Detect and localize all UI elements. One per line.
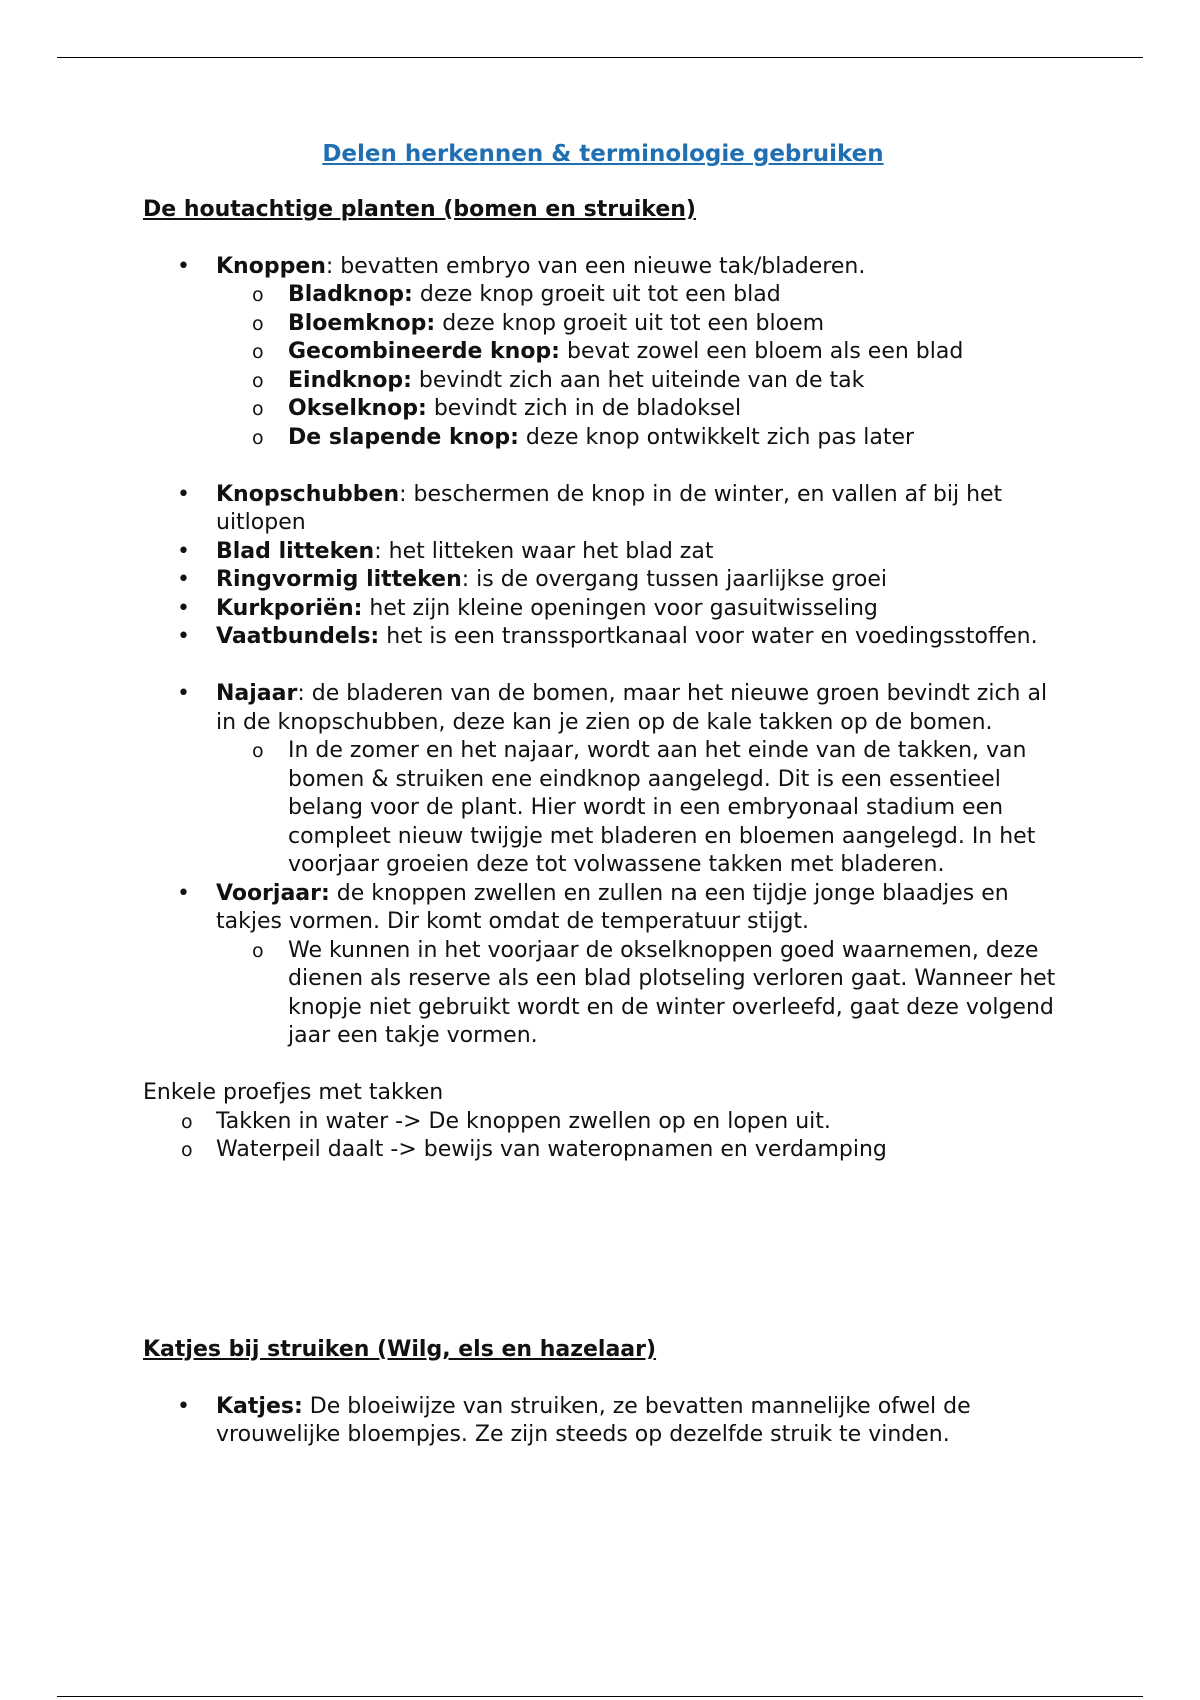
term-label: Knopschubben [216, 481, 400, 507]
term-label: Knoppen [216, 253, 326, 279]
list-item [143, 538, 1063, 567]
knoppen-list [143, 253, 1063, 453]
term-description: : bevatten embryo van een nieuwe tak/bladeren. [325, 253, 866, 279]
sub-list-item: o In de zomer en het najaar, wordt aan het einde van de takken, van bomen & struiken ene eindknop aangelegd. Dit is een essentieel belang voor de plant. Hier wordt in een embryonaal stadium een compleet nieuw twijgje met bladeren en bloemen aangelegd. In het voorjaar groeien deze tot volwassene takken met bladeren. [143, 737, 1063, 880]
term-label: Bladknop: [288, 282, 413, 307]
term-label: Bloemknop: [288, 310, 436, 336]
term-description: : is de overgang tussen jaarlijkse groei [461, 567, 888, 592]
sub-list-item [143, 424, 1063, 453]
list-item [143, 566, 1063, 595]
term-label: Okselknop: [288, 396, 427, 421]
term-label: Blad litteken [216, 538, 375, 564]
list-item [143, 1393, 1063, 1450]
term-label: Gecombineerde knop: [288, 339, 560, 364]
sub-list-item [143, 310, 1063, 339]
section-heading-katjes: Katjes bij struiken (Wilg, els en hazelaar) [143, 1336, 657, 1362]
sub-list-item: o We kunnen in het voorjaar de okselknoppen goed waarnemen, deze dienen als reserve als een blad plotseling verloren gaat. Wanneer het knopje niet gebruikt wordt en de winter overleefd, gaat deze volgend jaar een takje vormen. [143, 937, 1063, 1051]
parts-list [143, 481, 1063, 652]
term-description: de knoppen zwellen en zullen na een tijdje jonge blaadjes en takjes vormen. Dir komt omdat de temperatuur stijgt. [216, 880, 1009, 934]
bottom-border-line [57, 1696, 1143, 1697]
term-description: het is een transsportkanaal voor water en voedingsstoffen. [379, 624, 1038, 649]
proefjes-list [143, 1108, 1063, 1165]
term-label: Kurkporiën: [216, 595, 363, 621]
term-description: bevindt zich in de bladoksel [426, 396, 742, 421]
list-item-najaar [143, 680, 1063, 737]
term-description: deze knop ontwikkelt zich pas later [518, 424, 915, 450]
term-description: : het litteken waar het blad zat [374, 538, 714, 564]
top-border-line [57, 57, 1143, 58]
term-label: Voorjaar: [216, 880, 330, 906]
term-label: Najaar [216, 681, 298, 706]
seasons-list [143, 680, 1063, 1051]
term-label: De slapende knop: [288, 424, 519, 450]
sub-list-item [143, 367, 1063, 396]
term-description: het zijn kleine openingen voor gasuitwisseling [362, 595, 878, 621]
term-label: Eindknop: [288, 367, 412, 393]
sub-list-item [143, 281, 1063, 310]
term-label: Ringvormig litteken [216, 567, 462, 592]
proefjes-intro: Enkele proefjes met takken [143, 1080, 444, 1105]
list-item [143, 253, 1063, 282]
term-description: deze knop groeit uit tot een bloem [435, 310, 825, 336]
term-label: Vaatbundels: [216, 624, 380, 649]
term-description: deze knop groeit uit tot een blad [412, 282, 781, 307]
sub-list-item [143, 338, 1063, 367]
sub-list-item [143, 395, 1063, 424]
list-item [143, 595, 1063, 624]
term-description: De bloeiwijze van struiken, ze bevatten mannelijke ofwel de vrouwelijke bloempjes. Ze zijn steeds op dezelfde struik te vinden. [216, 1393, 971, 1447]
list-item: o Takken in water -> De knoppen zwellen op en lopen uit. [143, 1108, 1063, 1137]
term-description: bevindt zich aan het uiteinde van de tak [411, 367, 865, 393]
list-item-voorjaar [143, 880, 1063, 937]
list-item: o Waterpeil daalt -> bewijs van wateropnamen en verdamping [143, 1136, 1063, 1165]
list-item [143, 623, 1063, 652]
document-page [143, 140, 1063, 1450]
list-item [143, 481, 1063, 538]
katjes-list [143, 1393, 1063, 1450]
page-title: Delen herkennen & terminologie gebruiken [322, 141, 884, 167]
section-heading-houtachtige: De houtachtige planten (bomen en struiken) [143, 196, 696, 222]
term-description: bevat zowel een bloem als een blad [559, 339, 964, 364]
term-description: : beschermen de knop in de winter, en vallen af bij het uitlopen [216, 481, 1003, 535]
term-label: Katjes: [216, 1393, 303, 1419]
term-description: : de bladeren van de bomen, maar het nieuwe groen bevindt zich al in de knopschubben, deze kan je zien op de kale takken op de bomen. [216, 681, 1048, 735]
